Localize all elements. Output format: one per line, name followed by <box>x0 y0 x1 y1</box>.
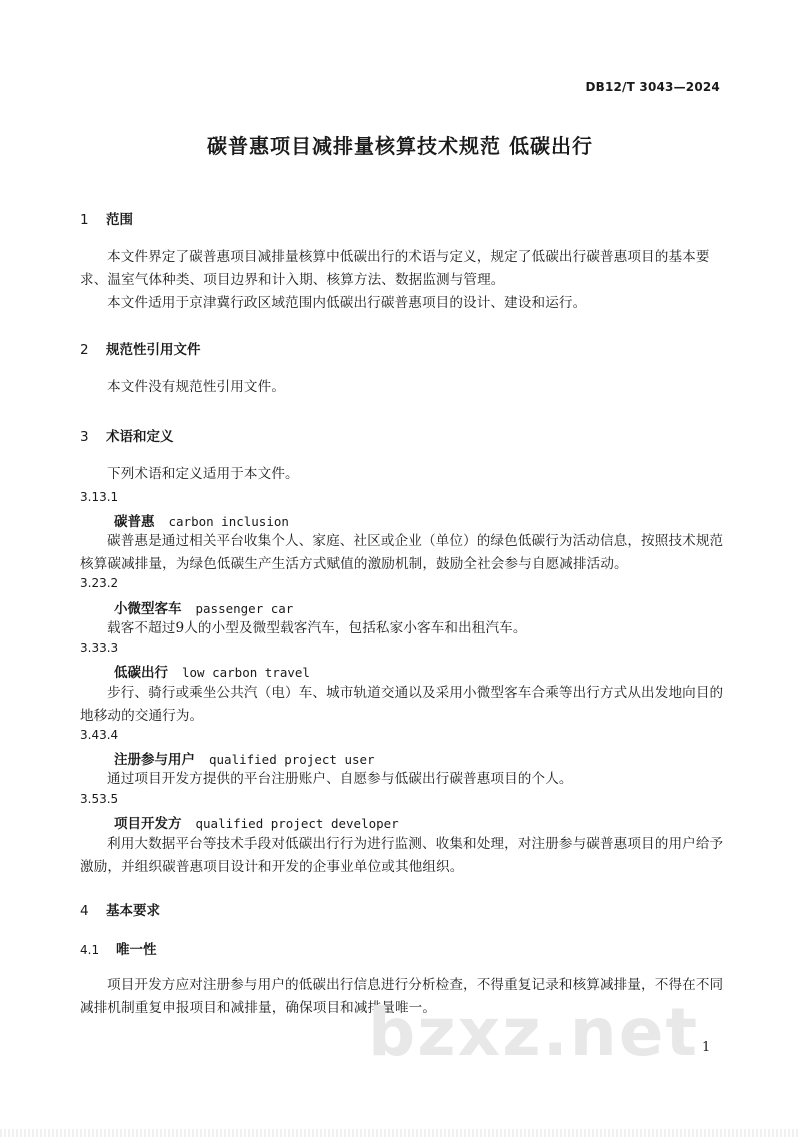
section-1-paragraph-1: 本文件界定了碳普惠项目减排量核算中低碳出行的术语与定义，规定了低碳出行碳普惠项目的基本要求、温室气体种类、项目边界和计入期、核算方法、数据监测与管理。 <box>80 249 710 288</box>
term-definition: 碳普惠是通过相关平台收集个人、家庭、社区或企业（单位）的绿色低碳行为活动信息，按照技术规范核算碳减排量，为绿色低碳生产生活方式赋值的激励机制，鼓励全社会参与自愿减排活动。 <box>80 533 724 572</box>
section-3-heading <box>80 425 174 445</box>
term-number: 3.43.4 <box>80 728 119 742</box>
section-1-heading <box>80 208 133 228</box>
term-en: passenger car <box>195 601 294 616</box>
standard-code: DB12/T 3043—2024 <box>585 80 720 94</box>
subsection-4-1-paragraph: 项目开发方应对注册参与用户的低碳出行信息进行分析检查，不得重复记录和核算减排量，不得在不同减排机制重复申报项目和减排量，确保项目和减排量唯一。 <box>80 977 724 1016</box>
page-bottom-edge <box>0 1129 800 1137</box>
term-en: low carbon travel <box>182 665 310 680</box>
section-number: 2 <box>80 342 89 358</box>
subsection-title: 唯一性 <box>116 942 157 958</box>
term-number: 3.13.1 <box>80 490 119 504</box>
section-number: 1 <box>80 212 89 228</box>
section-3-intro: 下列术语和定义适用于本文件。 <box>107 466 299 482</box>
section-number: 3 <box>80 429 89 445</box>
term-definition: 利用大数据平台等技术手段对低碳出行行为进行监测、收集和处理，对注册参与碳普惠项目的用户给予激励，并组织碳普惠项目设计和开发的企事业单位或其他组织。 <box>80 836 724 875</box>
term-definition: 载客不超过9人的小型及微型载客汽车，包括私家小客车和出租汽车。 <box>107 620 527 636</box>
subsection-number: 4.1 <box>80 943 100 957</box>
term-heading <box>114 748 375 768</box>
section-4-heading <box>80 899 160 919</box>
subsection-4-1-heading <box>80 938 157 958</box>
section-title: 范围 <box>106 212 133 228</box>
term-number: 3.33.3 <box>80 641 119 655</box>
term-en: qualified project developer <box>195 816 399 831</box>
term-heading <box>114 510 289 530</box>
document-title: 碳普惠项目减排量核算技术规范 低碳出行 <box>207 134 593 158</box>
section-title: 基本要求 <box>106 903 160 919</box>
term-heading <box>114 597 293 617</box>
term-zh: 碳普惠 <box>114 514 155 530</box>
section-title: 规范性引用文件 <box>106 342 201 358</box>
term-definition: 通过项目开发方提供的平台注册账户、自愿参与低碳出行碳普惠项目的个人。 <box>107 771 573 787</box>
section-1-paragraph-2: 本文件适用于京津冀行政区域范围内低碳出行碳普惠项目的设计、建设和运行。 <box>107 295 587 311</box>
term-zh: 低碳出行 <box>114 665 168 681</box>
section-2-heading <box>80 338 201 358</box>
term-zh: 注册参与用户 <box>114 752 195 768</box>
term-heading <box>114 661 310 681</box>
watermark: bzxz.net <box>368 994 700 1071</box>
term-zh: 小微型客车 <box>114 601 182 617</box>
term-number: 3.53.5 <box>80 792 119 806</box>
section-title: 术语和定义 <box>106 429 174 445</box>
section-2-paragraph-1: 本文件没有规范性引用文件。 <box>107 379 286 395</box>
term-number: 3.23.2 <box>80 576 119 590</box>
term-definition: 步行、骑行或乘坐公共汽（电）车、城市轨道交通以及采用小微型客车合乘等出行方式从出发地向目的地移动的交通行为。 <box>80 685 724 724</box>
term-heading <box>114 812 399 832</box>
section-number: 4 <box>80 903 89 919</box>
page-number: 1 <box>702 1040 711 1055</box>
term-en: carbon inclusion <box>168 514 289 529</box>
term-en: qualified project user <box>209 752 375 767</box>
term-zh: 项目开发方 <box>114 816 182 832</box>
